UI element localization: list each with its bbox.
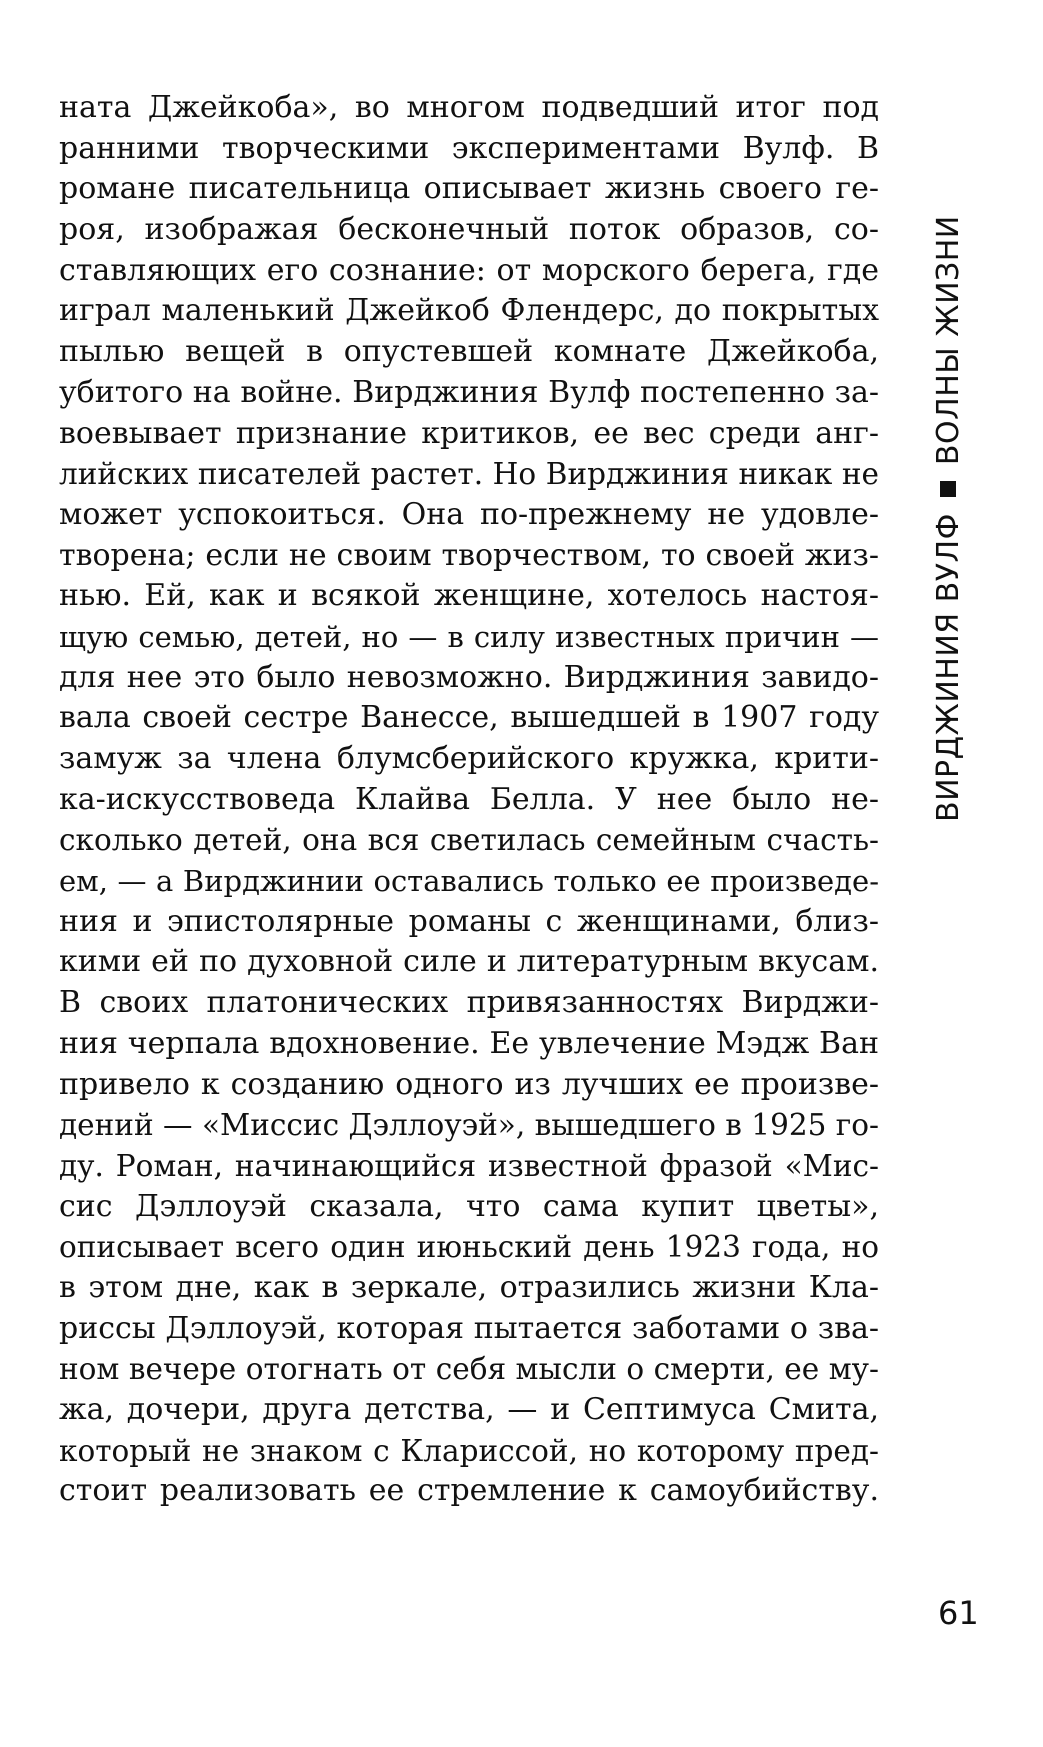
text-line: убитого на войне. Вирджиния Вулф постепенно за- bbox=[59, 374, 879, 410]
text-line: роя, изображая бесконечный поток образов, со- bbox=[59, 212, 879, 248]
square-bullet-icon bbox=[940, 481, 956, 497]
text-line: замуж за члена блумсберийского кружка, крити- bbox=[59, 741, 879, 776]
text-line: кими ей по духовной силе и литературным вкусам. bbox=[59, 944, 879, 980]
text-line: ном вечере отогнать от себя мысли о смерти, ее му- bbox=[59, 1352, 879, 1387]
text-line: стоит реализовать ее стремление к самоубийству. bbox=[59, 1473, 879, 1509]
text-line: сис Дэллоуэй сказала, что сама купит цветы», bbox=[59, 1188, 879, 1224]
text-line: привело к созданию одного из лучших ее произве- bbox=[59, 1066, 879, 1102]
text-line: ния и эпистолярные романы с женщинами, близ- bbox=[59, 903, 879, 939]
text-line: творена; если не своим творчеством, то своей жиз- bbox=[59, 537, 879, 573]
text-line: щую семью, детей, но — в силу известных причин — bbox=[59, 619, 879, 654]
text-line: пылью вещей в опустевшей комнате Джейкоба, bbox=[59, 334, 879, 370]
text-line: описывает всего один июньский день 1923 года, но bbox=[59, 1230, 879, 1265]
text-line: может успокоиться. Она по-прежнему не удовле- bbox=[59, 496, 879, 532]
text-line: жа, дочери, друга детства, — и Септимуса Смита, bbox=[59, 1392, 879, 1427]
text-line: лийских писателей растет. Но Вирджиния никак не bbox=[59, 457, 879, 492]
text-line: романе писательница описывает жизнь своего ге- bbox=[59, 171, 879, 207]
text-line: воевывает признание критиков, ее вес среди анг- bbox=[59, 415, 879, 451]
text-line: ния черпала вдохновение. Ее увлечение Мэдж Ван bbox=[59, 1025, 879, 1061]
text-line: ду. Роман, начинающийся известной фразой «Мис- bbox=[59, 1148, 879, 1183]
text-line: в этом дне, как в зеркале, отразились жизни Кла- bbox=[59, 1269, 879, 1305]
text-line: риссы Дэллоуэй, которая пытается заботами о зва- bbox=[59, 1310, 879, 1346]
text-line: вала своей сестре Ванессе, вышедшей в 1907 году bbox=[59, 700, 879, 736]
running-head bbox=[928, 215, 968, 822]
text-line: дений — «Миссис Дэллоуэй», вышедшего в 1925 го- bbox=[59, 1108, 879, 1143]
text-line: сколько детей, она вся светилась семейным счасть- bbox=[59, 823, 879, 858]
text-line: В своих платонических привязанностях Вирджи- bbox=[59, 985, 879, 1021]
body-text bbox=[59, 88, 879, 1512]
page-number: 61 bbox=[938, 1594, 979, 1632]
text-line: ка-искусствоведа Клайва Белла. У нее было не- bbox=[59, 781, 879, 817]
text-line: нью. Ей, как и всякой женщине, хотелось настоя- bbox=[59, 578, 879, 614]
text-line: ната Джейкоба», во многом подведший итог под bbox=[59, 90, 879, 125]
running-head-title: ВОЛНЫ ЖИЗНИ bbox=[930, 215, 966, 466]
text-line: ставляющих его сознание: от морского берега, где bbox=[59, 252, 879, 288]
text-line: ранними творческими экспериментами Вулф. В bbox=[59, 130, 879, 166]
text-line: который не знаком с Клариссой, но которому пред- bbox=[59, 1433, 879, 1468]
text-line: играл маленький Джейкоб Флендерс, до покрытых bbox=[59, 293, 879, 329]
text-line: для нее это было невозможно. Вирджиния завидо- bbox=[59, 659, 879, 695]
text-line: ем, — а Вирджинии оставались только ее произведе- bbox=[59, 864, 879, 899]
running-head-author: ВИРДЖИНИЯ ВУЛФ bbox=[930, 513, 966, 822]
